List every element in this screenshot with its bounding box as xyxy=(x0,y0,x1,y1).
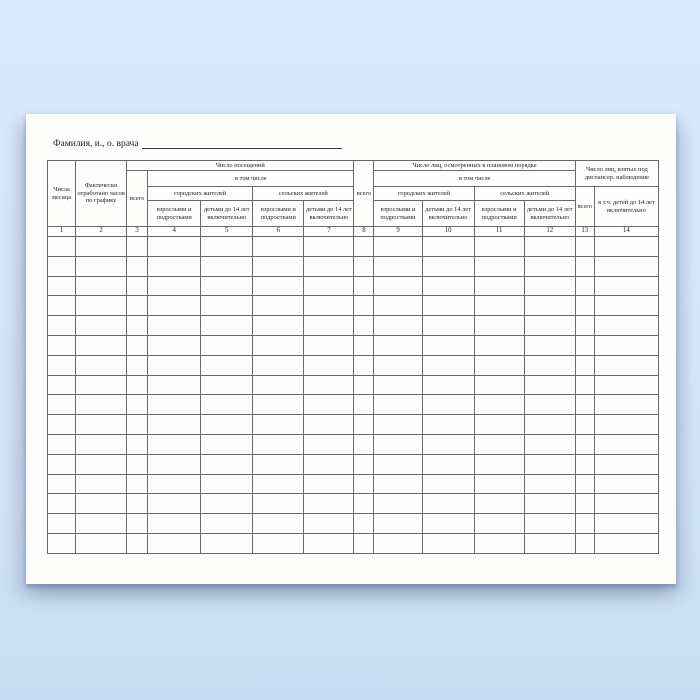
column-number: 14 xyxy=(594,227,658,237)
entry-cell xyxy=(474,276,524,296)
entry-cell xyxy=(201,474,253,494)
header-examined-urban-adults: взрослыми и подростками xyxy=(374,201,422,227)
entry-cell xyxy=(76,355,127,375)
entry-cell xyxy=(374,375,422,395)
entry-cell xyxy=(76,375,127,395)
entry-cell xyxy=(148,395,201,415)
entry-cell xyxy=(374,316,422,336)
entry-cell xyxy=(48,276,76,296)
header-examined-rural-adults: взрослыми и подростками xyxy=(474,201,524,227)
entry-cell xyxy=(76,514,127,534)
entry-cell xyxy=(48,533,76,553)
entry-row xyxy=(48,355,659,375)
entry-cell xyxy=(354,474,374,494)
entry-cell xyxy=(354,533,374,553)
entry-cell xyxy=(374,533,422,553)
entry-cell xyxy=(304,276,354,296)
entry-cell xyxy=(201,335,253,355)
entry-cell xyxy=(524,276,575,296)
entry-cell xyxy=(304,395,354,415)
entry-cell xyxy=(127,335,148,355)
entry-cell xyxy=(253,375,304,395)
column-number: 7 xyxy=(304,227,354,237)
entry-cell xyxy=(304,335,354,355)
entry-cell xyxy=(524,237,575,257)
entry-cell xyxy=(422,474,474,494)
entry-cell xyxy=(48,434,76,454)
entry-cell xyxy=(304,355,354,375)
table-body xyxy=(48,227,659,554)
entry-cell xyxy=(354,375,374,395)
header-group-dispensary: Число лиц, взятых под диспансер. наблюдение xyxy=(575,161,658,187)
entry-cell xyxy=(148,415,201,435)
entry-cell xyxy=(575,355,594,375)
entry-cell xyxy=(524,454,575,474)
entry-cell xyxy=(127,355,148,375)
column-number: 12 xyxy=(524,227,575,237)
entry-cell xyxy=(253,237,304,257)
entry-cell xyxy=(474,335,524,355)
entry-cell xyxy=(374,237,422,257)
entry-cell xyxy=(575,256,594,276)
entry-row xyxy=(48,237,659,257)
entry-cell xyxy=(594,514,658,534)
column-number: 4 xyxy=(148,227,201,237)
entry-cell xyxy=(253,335,304,355)
entry-cell xyxy=(374,395,422,415)
entry-cell xyxy=(48,296,76,316)
header-examined-including: в том числе xyxy=(374,171,575,187)
entry-cell xyxy=(127,415,148,435)
entry-cell xyxy=(354,355,374,375)
entry-cell xyxy=(594,474,658,494)
entry-row xyxy=(48,316,659,336)
entry-cell xyxy=(575,316,594,336)
entry-cell xyxy=(524,335,575,355)
entry-cell xyxy=(48,494,76,514)
doctor-name-blank-line xyxy=(142,137,342,149)
entry-cell xyxy=(76,237,127,257)
entry-cell xyxy=(127,296,148,316)
entry-cell xyxy=(127,474,148,494)
entry-cell xyxy=(354,256,374,276)
entry-cell xyxy=(524,514,575,534)
entry-cell xyxy=(474,355,524,375)
entry-cell xyxy=(594,434,658,454)
header-visits-total: всего xyxy=(127,171,148,227)
entry-cell xyxy=(48,316,76,336)
entry-cell xyxy=(48,395,76,415)
entry-row xyxy=(48,335,659,355)
entry-cell xyxy=(48,237,76,257)
entry-cell xyxy=(76,415,127,435)
column-number: 11 xyxy=(474,227,524,237)
header-visits-rural: сельских жителей xyxy=(253,187,354,201)
entry-cell xyxy=(48,415,76,435)
entry-cell xyxy=(422,533,474,553)
column-numbers-row xyxy=(48,227,659,237)
entry-cell xyxy=(148,454,201,474)
entry-cell xyxy=(594,375,658,395)
entry-cell xyxy=(48,335,76,355)
entry-cell xyxy=(354,335,374,355)
entry-cell xyxy=(201,256,253,276)
entry-cell xyxy=(253,434,304,454)
entry-cell xyxy=(524,415,575,435)
header-day-of-month: Числа месяца xyxy=(48,161,76,227)
header-visits-rural-children: детьми до 14 лет включительно xyxy=(304,201,354,227)
entry-cell xyxy=(201,434,253,454)
entry-cell xyxy=(575,335,594,355)
entry-cell xyxy=(474,533,524,553)
entry-cell xyxy=(474,494,524,514)
entry-cell xyxy=(304,454,354,474)
header-examined-urban: городских жителей xyxy=(374,187,474,201)
entry-row xyxy=(48,494,659,514)
entry-cell xyxy=(76,533,127,553)
entry-cell xyxy=(524,533,575,553)
entry-cell xyxy=(201,296,253,316)
entry-cell xyxy=(354,415,374,435)
entry-cell xyxy=(304,533,354,553)
entry-cell xyxy=(148,533,201,553)
header-visits-urban: городских жителей xyxy=(148,187,253,201)
entry-cell xyxy=(575,395,594,415)
entry-cell xyxy=(304,375,354,395)
entry-cell xyxy=(575,415,594,435)
header-examined-urban-children: детьми до 14 лет включительно xyxy=(422,201,474,227)
entry-row xyxy=(48,415,659,435)
entry-cell xyxy=(253,395,304,415)
entry-cell xyxy=(422,494,474,514)
entry-cell xyxy=(575,296,594,316)
entry-cell xyxy=(127,514,148,534)
entry-row xyxy=(48,454,659,474)
entry-cell xyxy=(148,335,201,355)
entry-row xyxy=(48,256,659,276)
entry-cell xyxy=(201,355,253,375)
entry-cell xyxy=(594,296,658,316)
entry-cell xyxy=(201,415,253,435)
entry-cell xyxy=(374,296,422,316)
entry-cell xyxy=(474,454,524,474)
entry-cell xyxy=(127,533,148,553)
entry-row xyxy=(48,533,659,553)
entry-cell xyxy=(422,454,474,474)
entry-cell xyxy=(148,434,201,454)
entry-cell xyxy=(48,474,76,494)
entry-cell xyxy=(524,316,575,336)
entry-row xyxy=(48,296,659,316)
entry-cell xyxy=(48,355,76,375)
entry-cell xyxy=(524,494,575,514)
entry-cell xyxy=(594,494,658,514)
entry-cell xyxy=(76,474,127,494)
header-group-examined: Число лиц, осмотренных в плановом порядке xyxy=(374,161,575,171)
visits-register-table xyxy=(47,160,659,554)
entry-cell xyxy=(253,316,304,336)
entry-cell xyxy=(76,395,127,415)
entry-cell xyxy=(76,335,127,355)
entry-cell xyxy=(594,415,658,435)
entry-cell xyxy=(354,395,374,415)
header-examined-rural: сельских жителей xyxy=(474,187,575,201)
entry-cell xyxy=(474,415,524,435)
header-group-visits: Число посещений xyxy=(127,161,354,171)
entry-cell xyxy=(201,276,253,296)
entry-cell xyxy=(253,276,304,296)
entry-cell xyxy=(354,434,374,454)
entry-cell xyxy=(374,276,422,296)
entry-cell xyxy=(374,514,422,534)
entry-cell xyxy=(575,454,594,474)
entry-cell xyxy=(575,276,594,296)
entry-cell xyxy=(253,296,304,316)
entry-cell xyxy=(148,375,201,395)
doctor-name-row xyxy=(53,137,342,151)
entry-cell xyxy=(374,434,422,454)
entry-cell xyxy=(48,514,76,534)
entry-cell xyxy=(148,514,201,534)
entry-cell xyxy=(127,434,148,454)
entry-cell xyxy=(253,454,304,474)
column-number: 2 xyxy=(76,227,127,237)
entry-cell xyxy=(474,375,524,395)
entry-cell xyxy=(594,533,658,553)
column-number: 9 xyxy=(374,227,422,237)
entry-cell xyxy=(474,514,524,534)
entry-cell xyxy=(422,296,474,316)
entry-cell xyxy=(594,355,658,375)
entry-cell xyxy=(422,237,474,257)
entry-cell xyxy=(594,316,658,336)
entry-cell xyxy=(474,434,524,454)
entry-cell xyxy=(422,256,474,276)
entry-cell xyxy=(48,256,76,276)
entry-cell xyxy=(422,375,474,395)
entry-cell xyxy=(127,256,148,276)
doctor-name-label: Фамилия, и., о. врача xyxy=(53,139,139,149)
entry-cell xyxy=(354,316,374,336)
entry-cell xyxy=(127,454,148,474)
entry-cell xyxy=(422,514,474,534)
header-visits-including: в том числе xyxy=(148,171,354,187)
entry-cell xyxy=(148,494,201,514)
entry-cell xyxy=(575,514,594,534)
entry-cell xyxy=(474,395,524,415)
entry-cell xyxy=(575,434,594,454)
entry-cell xyxy=(422,276,474,296)
entry-cell xyxy=(76,256,127,276)
entry-cell xyxy=(474,237,524,257)
entry-cell xyxy=(148,296,201,316)
entry-row xyxy=(48,514,659,534)
entry-cell xyxy=(374,474,422,494)
entry-cell xyxy=(304,474,354,494)
entry-cell xyxy=(201,375,253,395)
entry-cell xyxy=(148,276,201,296)
entry-cell xyxy=(575,533,594,553)
column-number: 13 xyxy=(575,227,594,237)
entry-cell xyxy=(253,355,304,375)
entry-cell xyxy=(354,494,374,514)
entry-cell xyxy=(127,375,148,395)
entry-cell xyxy=(201,533,253,553)
entry-cell xyxy=(524,474,575,494)
entry-cell xyxy=(354,454,374,474)
entry-cell xyxy=(374,415,422,435)
entry-row xyxy=(48,474,659,494)
entry-cell xyxy=(127,237,148,257)
header-dispensary-children: в т.ч. детей до 14 лет включительно xyxy=(594,187,658,227)
entry-cell xyxy=(524,434,575,454)
entry-cell xyxy=(253,474,304,494)
header-dispensary-total: всего xyxy=(575,187,594,227)
entry-cell xyxy=(474,474,524,494)
entry-cell xyxy=(594,256,658,276)
entry-cell xyxy=(76,296,127,316)
entry-row xyxy=(48,276,659,296)
entry-cell xyxy=(354,514,374,534)
entry-cell xyxy=(594,276,658,296)
entry-cell xyxy=(374,355,422,375)
entry-cell xyxy=(422,415,474,435)
entry-cell xyxy=(474,296,524,316)
header-visits-urban-children: детьми до 14 лет включительно xyxy=(201,201,253,227)
entry-cell xyxy=(304,434,354,454)
entry-cell xyxy=(48,454,76,474)
header-visits-urban-adults: взрослыми и подростками xyxy=(148,201,201,227)
entry-cell xyxy=(304,514,354,534)
entry-cell xyxy=(127,316,148,336)
entry-cell xyxy=(374,454,422,474)
entry-cell xyxy=(594,395,658,415)
entry-cell xyxy=(575,237,594,257)
entry-cell xyxy=(374,494,422,514)
entry-cell xyxy=(253,415,304,435)
entry-cell xyxy=(524,256,575,276)
entry-cell xyxy=(76,316,127,336)
table-header xyxy=(48,161,659,227)
column-number: 6 xyxy=(253,227,304,237)
entry-cell xyxy=(524,355,575,375)
entry-cell xyxy=(76,434,127,454)
entry-cell xyxy=(201,316,253,336)
entry-cell xyxy=(374,335,422,355)
entry-cell xyxy=(422,316,474,336)
entry-cell xyxy=(304,415,354,435)
entry-cell xyxy=(304,316,354,336)
entry-cell xyxy=(201,514,253,534)
entry-cell xyxy=(354,276,374,296)
entry-cell xyxy=(594,237,658,257)
entry-cell xyxy=(76,276,127,296)
header-hours-worked: Фактически отработано часов по графику xyxy=(76,161,127,227)
entry-cell xyxy=(148,237,201,257)
header-visits-rural-adults: взрослыми и подростками xyxy=(253,201,304,227)
entry-cell xyxy=(354,296,374,316)
entry-cell xyxy=(304,494,354,514)
entry-cell xyxy=(253,514,304,534)
entry-cell xyxy=(148,474,201,494)
entry-cell xyxy=(575,494,594,514)
column-number: 3 xyxy=(127,227,148,237)
entry-cell xyxy=(374,256,422,276)
entry-cell xyxy=(148,316,201,336)
entry-cell xyxy=(422,335,474,355)
entry-cell xyxy=(201,454,253,474)
entry-cell xyxy=(304,256,354,276)
entry-cell xyxy=(474,256,524,276)
entry-cell xyxy=(594,454,658,474)
column-number: 8 xyxy=(354,227,374,237)
entry-row xyxy=(48,375,659,395)
entry-cell xyxy=(48,375,76,395)
header-examined-rural-children: детьми до 14 лет включительно xyxy=(524,201,575,227)
entry-cell xyxy=(76,494,127,514)
form-sheet xyxy=(26,114,676,584)
entry-cell xyxy=(575,474,594,494)
entry-cell xyxy=(354,237,374,257)
entry-cell xyxy=(127,494,148,514)
column-number: 1 xyxy=(48,227,76,237)
entry-cell xyxy=(524,375,575,395)
entry-cell xyxy=(524,296,575,316)
entry-cell xyxy=(253,494,304,514)
entry-row xyxy=(48,434,659,454)
entry-cell xyxy=(253,256,304,276)
entry-cell xyxy=(304,296,354,316)
entry-cell xyxy=(201,395,253,415)
entry-cell xyxy=(148,355,201,375)
entry-cell xyxy=(422,434,474,454)
entry-cell xyxy=(422,395,474,415)
entry-cell xyxy=(422,355,474,375)
entry-cell xyxy=(201,237,253,257)
entry-cell xyxy=(148,256,201,276)
entry-cell xyxy=(201,494,253,514)
entry-cell xyxy=(253,533,304,553)
entry-cell xyxy=(594,335,658,355)
entry-cell xyxy=(524,395,575,415)
header-examined-total: всего xyxy=(354,161,374,227)
entry-cell xyxy=(575,375,594,395)
column-number: 10 xyxy=(422,227,474,237)
entry-cell xyxy=(127,395,148,415)
entry-cell xyxy=(76,454,127,474)
entry-cell xyxy=(474,316,524,336)
entry-cell xyxy=(304,237,354,257)
entry-cell xyxy=(127,276,148,296)
entry-row xyxy=(48,395,659,415)
column-number: 5 xyxy=(201,227,253,237)
